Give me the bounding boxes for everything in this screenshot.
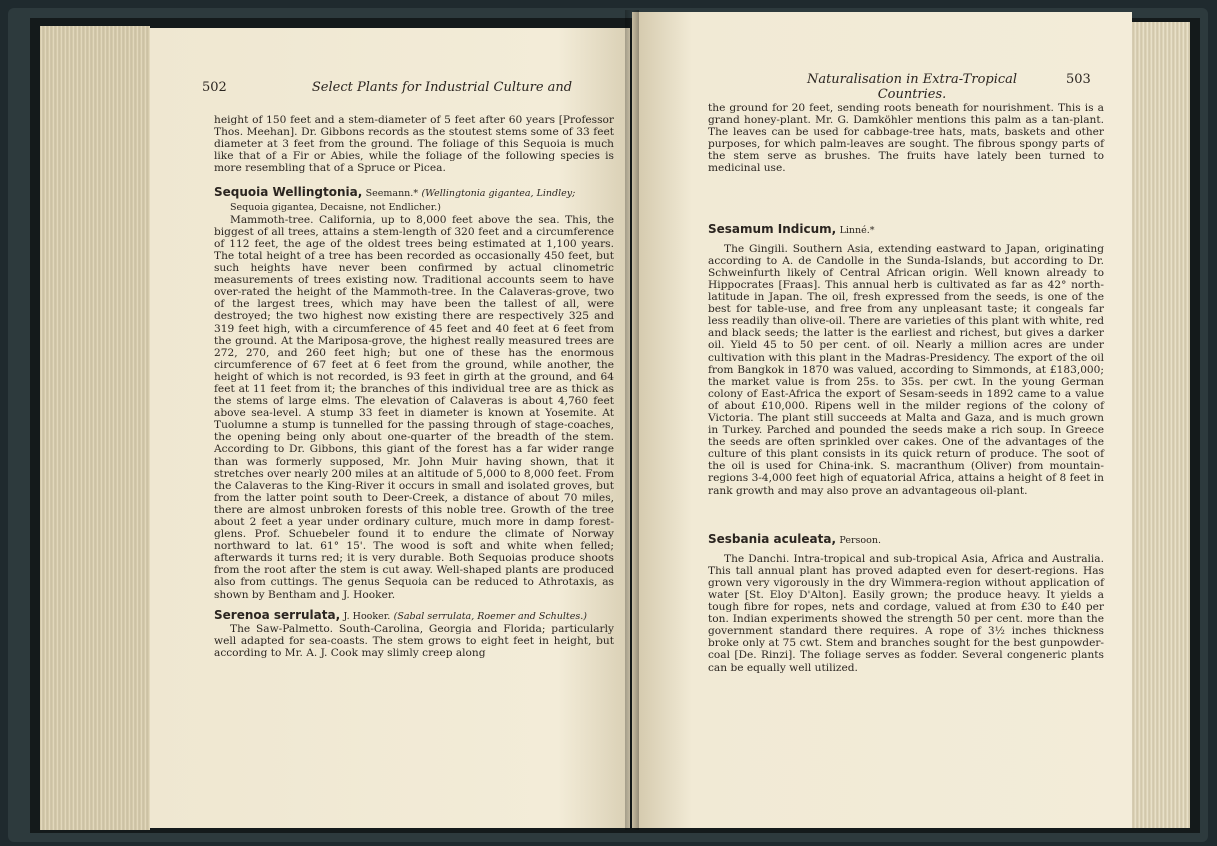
sequoia-entry-heading xyxy=(214,186,614,213)
sequoia-description: Mammoth-tree. California, up to 8,000 feet above the sea. This, the biggest of all trees, attains a stem-length of 320 feet and a circumference of 112 feet, the age of the oldest trees being estimated at 1,100 years. The total height of a tree has been recorded as occasionally 450 feet, but such heights have never been confirmed by actual clinometric measurements of trees existing now. Traditional accounts seem to have over-rated the height of the Mammoth-tree. In the Calaveras-grove, two of the largest trees, which may have been the tallest of all, were destroyed; the two highest now existing there are respectively 325 and 319 feet high, with a circumference of 45 feet and 40 feet at 6 feet from the ground. At the Mariposa-grove, the highest really measured trees are 272, 270, and 260 feet high; but one of these has the enormous circumference of 67 feet at 6 feet from the ground, while another, the height of which is not recorded, is 93 feet in girth at the ground, and 64 feet at 11 feet from it; the branches of this individual tree are as thick as the stems of large elms. The elevation of Calaveras is about 4,760 feet above sea-level. A stump 33 feet in diameter is known at Yosemite. At Tuolumne a stump is tunnelled for the passing through of stage-coaches, the opening being only about one-quarter of the breadth of the stem. According to Dr. Gibbons, this giant of the forest has a far wider range than was formerly supposed, Mr. John Muir having shown, that it stretches over nearly 200 miles at an altitude of 5,000 to 8,000 feet. From the Calaveras to the King-River it occurs in small and isolated groves, but from the latter point south to Deer-Creek, a distance of about 70 miles, there are almost unbroken forests of this noble tree. Growth of the tree about 2 feet a year under ordinary culture, much more in damp forest-glens. Prof. Schuebeler found it to endure the climate of Norway northward to lat. 61° 15'. The wood is soft and white when felled; afterwards it turns red; it is very durable. Both Sequoias produce shoots from the root after the stem is cut away. Well-shaped plants are produced also from cuttings. The genus Sequoia can be reduced to Athrotaxis, as shown by Bentham and J. Hooker. xyxy=(214,213,614,601)
sesbania-authority: Persoon. xyxy=(839,534,882,546)
serenoa-name: Serenoa serrulata, xyxy=(214,607,341,622)
book-gutter xyxy=(625,10,639,830)
left-page-edges xyxy=(40,26,150,830)
sesamum-authority: Linné.* xyxy=(839,224,875,236)
serenoa-authority: J. Hooker. xyxy=(343,610,391,622)
right-running-head: Naturalisation in Extra-Tropical Countries. xyxy=(806,72,1018,102)
sequoia-name: Sequoia Wellingtonia, xyxy=(214,185,363,200)
left-running-head: Select Plants for Industrial Culture and xyxy=(311,80,573,95)
right-text-column xyxy=(708,102,1104,674)
sesbania-name: Sesbania aculeata, xyxy=(708,531,837,546)
left-text-column xyxy=(214,114,614,659)
sesamum-name: Sesamum Indicum, xyxy=(708,221,837,236)
left-page-number: 502 xyxy=(202,80,227,95)
sesbania-entry-heading xyxy=(708,533,1104,547)
sesamum-description: The Gingili. Southern Asia, extending eastward to Japan, originating according to A. de Candolle in the Sunda-Islands, but according to Dr. Schweinfurth likely of Central African origin. Well known already to Hippocrates [Fraas]. This annual herb is cultivated as far as 42° north-latitude in Japan. The oil, fresh expressed from the seeds, is one of the best for table-use, and free from any unpleasant taste; it congeals far less readily than olive-oil. There are varieties of this plant with white, red and black seeds; the latter is the earliest and richest, but gives a darker oil. Yield 45 to 50 per cent. of oil. Nearly a million acres are under cultivation with this plant in the Madras-Presidency. The export of the oil from Bangkok in 1870 was valued, according to Simmonds, at £183,000; the market value is from 25s. to 35s. per cwt. In the young German colony of East-Africa the export of Sesam-seeds in 1892 came to a value of about £10,000. Ripens well in the milder regions of the colony of Victoria. The plant still succeeds at Malta and Gaza, and is much grown in Turkey. Parched and pounded the seeds make a rich soup. In Greece the seeds are often sprinkled over cakes. One of the advantages of the culture of this plant consists in its quick return of produce. The soot of the oil is used for China-ink. S. macranthum (Oliver) from mountain-regions 3-4,000 feet high of equatorial Africa, attains a height of 8 feet in rank growth and may also prove an advantageous oil-plant. xyxy=(708,242,1104,497)
sequoia-authority: Seemann.* xyxy=(365,188,419,200)
left-page xyxy=(150,28,630,828)
serenoa-synonyms: (Sabal serrulata, Roemer and Schultes.) xyxy=(393,610,587,622)
right-page-number: 503 xyxy=(1066,72,1091,87)
sequoia-synonyms-2: Sequoia gigantea, Decaisne, not Endlicher.) xyxy=(230,201,441,213)
sequoia-synonyms-1: (Wellingtonia gigantea, Lindley; xyxy=(421,188,576,200)
right-page-edges xyxy=(1130,22,1190,828)
sesbania-description: The Danchi. Intra-tropical and sub-tropical Asia, Africa and Australia. This tall annual plant has proved adapted even for desert-regions. Has grown very vigorously in the dry Wimmera-region without application of water [St. Eloy D'Alton]. Easily grown; the produce heavy. It yields a tough fibre for ropes, nets and cordage, valued at from £30 to £40 per ton. Indian experiments showed the strength 50 per cent. more than the government standard there requires. A rope of 3½ inches thickness broke only at 75 cwt. Stem and branches sought for the best gunpowder-coal [De. Rinzi]. The foliage serves as fodder. Several congeneric plants can be equally well utilized. xyxy=(708,552,1104,674)
right-intro-paragraph: the ground for 20 feet, sending roots beneath for nourishment. This is a grand honey-plant. Mr. G. Damköhler mentions this palm as a tan-plant. The leaves can be used for cabbage-tree hats, mats, baskets and other purposes, for which palm-leaves are sought. The fibrous spongy parts of the stem serve as brushes. The fruits have lately been turned to medicinal use. xyxy=(708,102,1104,175)
left-intro-paragraph: height of 150 feet and a stem-diameter of 5 feet after 60 years [Professor Thos. Meehan]. Dr. Gibbons records as the stoutest stems some of 33 feet diameter at 3 feet from the ground. The foliage of this Sequoia is much like that of a Fir or Abies, while the foliage of the following species is more resembling that of a Spruce or Picea. xyxy=(214,114,614,175)
right-page xyxy=(632,12,1132,828)
sesamum-entry-heading xyxy=(708,223,1104,237)
serenoa-description: The Saw-Palmetto. South-Carolina, Georgia and Florida; particularly well adapted for sea-coasts. The stem grows to eight feet in height, but according to Mr. A. J. Cook may slimly creep along xyxy=(214,622,614,659)
serenoa-entry-heading xyxy=(214,609,614,623)
